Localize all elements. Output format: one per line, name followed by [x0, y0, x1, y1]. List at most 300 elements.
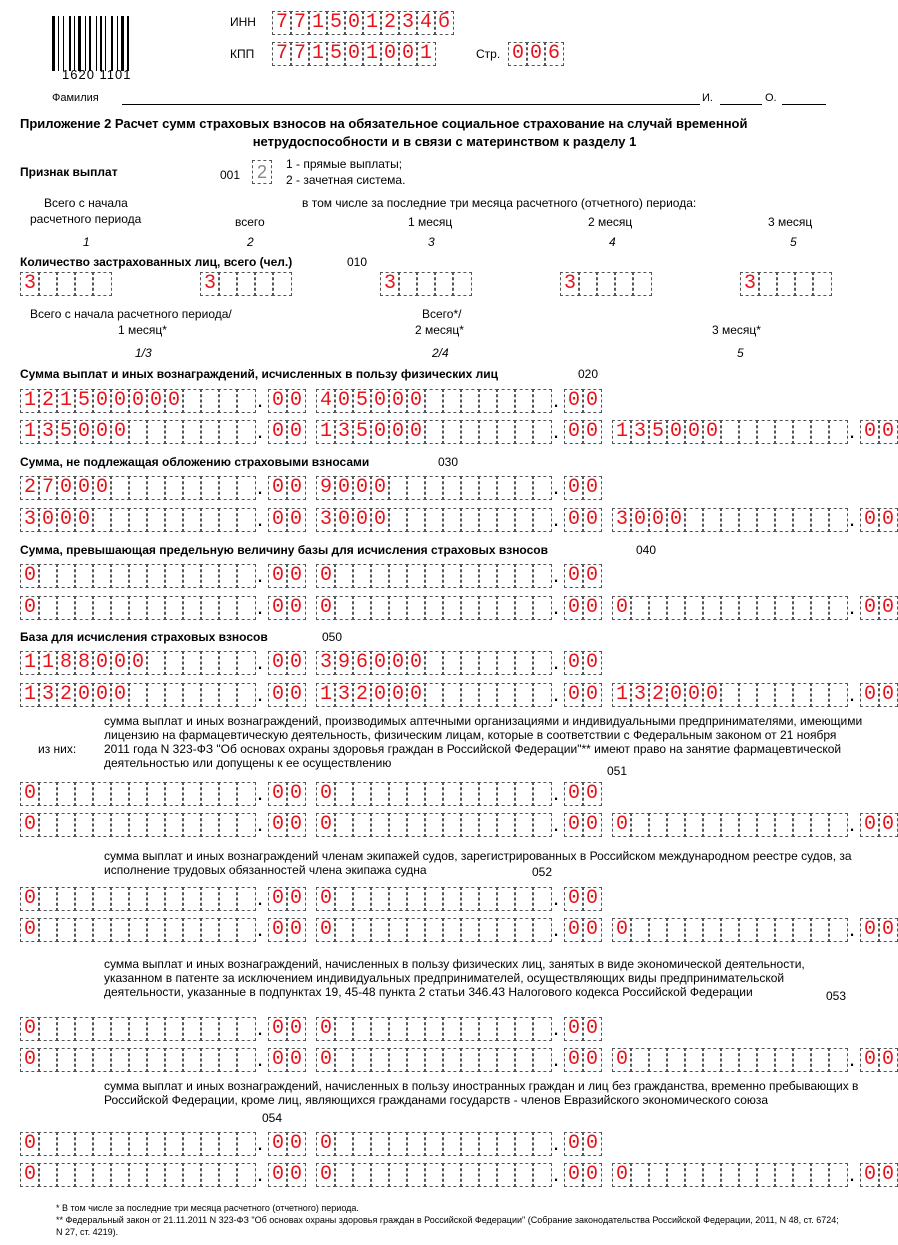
digit-cell — [218, 887, 238, 911]
digit-cell — [74, 918, 94, 942]
digit-cell — [370, 887, 390, 911]
digit-cell — [146, 651, 166, 675]
digit-cell: 0 — [316, 782, 336, 806]
subsection-051-last3-field[interactable] — [316, 782, 600, 806]
digit-cell: 0 — [406, 420, 426, 444]
digit-cell — [110, 1132, 130, 1156]
digit-cell: 0 — [564, 813, 584, 837]
subsection-051-month3-field[interactable] — [612, 813, 896, 837]
col-month1: 1 месяц — [408, 215, 453, 229]
digit-cell — [478, 389, 498, 413]
digit-cell — [182, 1163, 202, 1187]
digit-cell — [38, 1163, 58, 1187]
col-since-start-line2: расчетного периода — [30, 212, 142, 226]
digit-cell: 1 — [20, 389, 40, 413]
digit-cell — [532, 596, 552, 620]
digit-cell — [388, 918, 408, 942]
digit-cell — [92, 1048, 112, 1072]
subsection-054-month3-field[interactable] — [612, 1163, 896, 1187]
digit-cell: 0 — [268, 508, 288, 532]
form-title-line2: нетрудоспособности и в связи с материнством к разделу 1 — [252, 134, 637, 149]
digit-cell: 1 — [316, 420, 336, 444]
digit-cell — [182, 1017, 202, 1041]
digit-cell — [424, 508, 444, 532]
digit-cell — [630, 1163, 650, 1187]
digit-cell: 0 — [702, 420, 722, 444]
digit-cell — [110, 564, 130, 588]
subsection-053-month3-field[interactable] — [612, 1048, 896, 1072]
digit-cell — [774, 596, 794, 620]
digit-cell — [406, 1017, 426, 1041]
digit-cell — [478, 508, 498, 532]
digit-cell: 0 — [878, 420, 898, 444]
digit-cell — [442, 651, 462, 675]
digit-cell — [74, 1163, 94, 1187]
digit-cell — [792, 683, 812, 707]
digit-cell — [460, 1163, 480, 1187]
digit-cell: 1 — [38, 651, 58, 675]
digit-cell — [442, 508, 462, 532]
digit-cell: 0 — [20, 596, 40, 620]
digit-cell — [56, 813, 76, 837]
section-020-label: Сумма выплат и иных вознаграждений, исчисленных в пользу физических лиц — [20, 367, 498, 381]
digit-cell — [164, 1163, 184, 1187]
digit-cell — [236, 813, 256, 837]
digit-cell — [92, 887, 112, 911]
digit-cell — [758, 272, 778, 296]
digit-cell: 0 — [388, 683, 408, 707]
decimal-point: . — [256, 649, 264, 674]
digit-cell — [110, 782, 130, 806]
digit-cell — [146, 508, 166, 532]
digit-cell — [370, 1163, 390, 1187]
surname-line[interactable] — [122, 104, 700, 105]
section-040-total-field[interactable] — [20, 564, 304, 588]
digit-cell: 0 — [564, 389, 584, 413]
section-040-label: Сумма, превышающая предельную величину базы для исчисления страховых взносов — [20, 543, 548, 557]
initial-o-label: О. — [765, 92, 777, 104]
digit-cell — [424, 683, 444, 707]
digit-cell — [146, 1048, 166, 1072]
digit-cell — [684, 918, 704, 942]
digit-cell: 0 — [582, 683, 602, 707]
digit-cell: 0 — [286, 1132, 306, 1156]
section-050-last3-field[interactable] — [316, 651, 600, 675]
digit-cell: 0 — [582, 476, 602, 500]
form-title-line1: Приложение 2 Расчет сумм страховых взносов на обязательное социальное страхование на случай временной — [20, 116, 748, 131]
digit-cell — [828, 813, 848, 837]
digit-cell — [128, 683, 148, 707]
digit-cell — [236, 1132, 256, 1156]
subsection-054-month2-field[interactable] — [316, 1163, 600, 1187]
decimal-point: . — [848, 1046, 856, 1071]
digit-cell — [352, 782, 372, 806]
digit-cell: 7 — [272, 42, 292, 66]
digit-cell: 0 — [612, 1048, 632, 1072]
digit-cell: 9 — [334, 651, 354, 675]
digit-cell: 8 — [56, 651, 76, 675]
digit-cell — [792, 1163, 812, 1187]
section-020-month3-field[interactable] — [612, 420, 896, 444]
digit-cell: 0 — [286, 508, 306, 532]
col-number-4: 4 — [609, 235, 616, 249]
digit-cell: 0 — [564, 1132, 584, 1156]
digit-cell: 0 — [268, 1017, 288, 1041]
digit-cell — [614, 272, 634, 296]
payment-sign-label: Признак выплат — [20, 165, 118, 179]
decimal-point: . — [256, 387, 264, 412]
digit-cell — [478, 782, 498, 806]
subsection-052-month1-field[interactable] — [20, 918, 304, 942]
digit-cell — [370, 1048, 390, 1072]
digit-cell — [774, 508, 794, 532]
digit-cell — [182, 683, 202, 707]
section-050-total-field[interactable] — [20, 651, 304, 675]
digit-cell: 1 — [362, 11, 382, 35]
digit-cell: 0 — [648, 508, 668, 532]
payment-sign-code: 001 — [220, 168, 241, 182]
digit-cell — [128, 887, 148, 911]
digit-cell: 8 — [74, 651, 94, 675]
digit-cell — [388, 782, 408, 806]
digit-cell — [56, 1132, 76, 1156]
subsection-054-last3-field[interactable] — [316, 1132, 600, 1156]
digit-cell — [128, 918, 148, 942]
digit-cell — [406, 596, 426, 620]
digit-cell — [424, 1163, 444, 1187]
digit-cell: 0 — [526, 42, 546, 66]
digit-cell — [182, 508, 202, 532]
subsection-053-total-field[interactable] — [20, 1017, 304, 1041]
digit-cell: 0 — [860, 1163, 880, 1187]
digit-cell: 0 — [20, 782, 40, 806]
decimal-point: . — [256, 1046, 264, 1071]
digit-cell: 0 — [860, 420, 880, 444]
digit-cell: 0 — [268, 651, 288, 675]
section-020-total-field[interactable] — [20, 389, 304, 413]
digit-cell: 0 — [110, 389, 130, 413]
subsection-051-code: 051 — [607, 764, 628, 778]
section-030-label: Сумма, не подлежащая обложению страховыми взносами — [20, 455, 370, 469]
digit-cell — [496, 918, 516, 942]
digit-cell — [334, 918, 354, 942]
digit-cell: 0 — [582, 420, 602, 444]
digit-cell — [370, 1017, 390, 1041]
digit-cell: 0 — [860, 683, 880, 707]
subsection-053-month2-field[interactable] — [316, 1048, 600, 1072]
section-040-month3-field[interactable] — [612, 596, 896, 620]
digit-cell — [738, 508, 758, 532]
digit-cell — [630, 918, 650, 942]
digit-cell — [478, 1017, 498, 1041]
digit-cell — [38, 272, 58, 296]
digit-cell: 1 — [308, 42, 328, 66]
digit-cell — [146, 887, 166, 911]
digit-cell — [74, 813, 94, 837]
decimal-point: . — [552, 506, 560, 531]
digit-cell — [514, 1048, 534, 1072]
digit-cell — [514, 420, 534, 444]
digit-cell — [442, 887, 462, 911]
digit-cell — [218, 1163, 238, 1187]
digit-cell — [756, 508, 776, 532]
digit-cell: 0 — [334, 508, 354, 532]
digit-cell: 0 — [110, 683, 130, 707]
digit-cell: 0 — [860, 813, 880, 837]
digit-cell — [774, 1163, 794, 1187]
digit-cell: 0 — [684, 420, 704, 444]
digit-cell — [424, 564, 444, 588]
digit-cell: 0 — [164, 389, 184, 413]
digit-cell: 0 — [56, 476, 76, 500]
digit-cell — [442, 564, 462, 588]
digit-cell — [720, 508, 740, 532]
digit-cell — [218, 420, 238, 444]
digit-cell — [648, 813, 668, 837]
initial-i-line[interactable] — [720, 104, 762, 105]
digit-cell — [218, 1048, 238, 1072]
section-030-month2-field[interactable] — [316, 508, 600, 532]
decimal-point: . — [552, 594, 560, 619]
digit-cell — [514, 596, 534, 620]
digit-cell — [406, 782, 426, 806]
digit-cell: 0 — [286, 683, 306, 707]
digit-cell — [632, 272, 652, 296]
col-total: всего — [235, 215, 265, 229]
digit-cell: 0 — [74, 683, 94, 707]
digit-cell — [164, 1017, 184, 1041]
digit-cell — [424, 476, 444, 500]
col2-number-2: 2/4 — [432, 346, 449, 360]
section-030-total-field[interactable] — [20, 476, 304, 500]
digit-cell: 0 — [398, 42, 418, 66]
digit-cell: 3 — [316, 651, 336, 675]
digit-cell — [92, 1017, 112, 1041]
digit-cell — [442, 1163, 462, 1187]
digit-cell: 0 — [286, 813, 306, 837]
digit-cell — [532, 887, 552, 911]
digit-cell — [810, 1048, 830, 1072]
digit-cell — [236, 1048, 256, 1072]
digit-cell: 0 — [564, 918, 584, 942]
digit-cell: 0 — [20, 564, 40, 588]
section-040-last3-field[interactable] — [316, 564, 600, 588]
subsection-052-month2-field[interactable] — [316, 918, 600, 942]
digit-cell — [424, 1017, 444, 1041]
digit-cell: 0 — [74, 476, 94, 500]
digit-cell — [442, 596, 462, 620]
section-050-month3-field[interactable] — [612, 683, 896, 707]
digit-cell — [792, 508, 812, 532]
digit-cell — [810, 508, 830, 532]
digit-cell: 5 — [56, 420, 76, 444]
digit-cell — [370, 596, 390, 620]
digit-cell — [532, 389, 552, 413]
decimal-point: . — [552, 649, 560, 674]
digit-cell: 0 — [344, 11, 364, 35]
digit-cell: 5 — [352, 420, 372, 444]
digit-cell — [810, 420, 830, 444]
inn-label: ИНН — [230, 15, 256, 29]
digit-cell — [792, 420, 812, 444]
digit-cell — [424, 782, 444, 806]
digit-cell — [794, 272, 814, 296]
digit-cell — [38, 596, 58, 620]
digit-cell — [532, 918, 552, 942]
digit-cell — [334, 564, 354, 588]
digit-cell — [720, 1048, 740, 1072]
digit-cell — [110, 918, 130, 942]
digit-cell — [720, 813, 740, 837]
section-020-last3-field[interactable] — [316, 389, 600, 413]
digit-cell: 0 — [268, 420, 288, 444]
payment-sign-option1: 1 - прямые выплаты; — [286, 157, 403, 171]
subsection-051-total-field[interactable] — [20, 782, 304, 806]
digit-cell — [648, 1163, 668, 1187]
digit-cell: 0 — [92, 476, 112, 500]
digit-cell — [334, 1017, 354, 1041]
digit-cell — [218, 1017, 238, 1041]
digit-cell — [460, 1048, 480, 1072]
digit-cell: 0 — [860, 596, 880, 620]
digit-cell: 0 — [110, 420, 130, 444]
digit-cell — [38, 1017, 58, 1041]
digit-cell: 0 — [20, 1163, 40, 1187]
digit-cell — [738, 813, 758, 837]
digit-cell — [496, 1163, 516, 1187]
digit-cell: 0 — [268, 564, 288, 588]
decimal-point: . — [552, 1161, 560, 1186]
digit-cell — [424, 651, 444, 675]
digit-cell: 0 — [286, 420, 306, 444]
digit-cell — [352, 1017, 372, 1041]
digit-cell — [810, 918, 830, 942]
digit-cell — [514, 683, 534, 707]
subsection-051-month1-field[interactable] — [20, 813, 304, 837]
digit-cell: 0 — [612, 1163, 632, 1187]
subsection-052-month3-field[interactable] — [612, 918, 896, 942]
digit-cell — [182, 782, 202, 806]
digit-cell — [460, 651, 480, 675]
digit-cell — [110, 1163, 130, 1187]
section-020-month2-field[interactable] — [316, 420, 600, 444]
digit-cell: 5 — [326, 11, 346, 35]
digit-cell — [416, 272, 436, 296]
digit-cell — [334, 813, 354, 837]
digit-cell: 0 — [268, 1048, 288, 1072]
digit-cell — [630, 813, 650, 837]
digit-cell — [792, 596, 812, 620]
subsection-052-last3-field[interactable] — [316, 887, 600, 911]
digit-cell — [110, 1017, 130, 1041]
section-030-last3-field[interactable] — [316, 476, 600, 500]
digit-cell — [702, 918, 722, 942]
digit-cell: 1 — [308, 11, 328, 35]
digit-cell — [38, 564, 58, 588]
digit-cell — [128, 1048, 148, 1072]
digit-cell: 0 — [666, 420, 686, 444]
barcode-number: 1620 1101 — [62, 67, 132, 82]
digit-cell — [406, 476, 426, 500]
digit-cell: 0 — [110, 651, 130, 675]
subsection-053-month1-field[interactable] — [20, 1048, 304, 1072]
digit-cell — [272, 272, 292, 296]
digit-cell — [478, 596, 498, 620]
section-050-month1-field[interactable] — [20, 683, 304, 707]
digit-cell — [146, 476, 166, 500]
subsection-052-total-field[interactable] — [20, 887, 304, 911]
subsection-053-code: 053 — [826, 989, 847, 1003]
digit-cell — [352, 1048, 372, 1072]
section-030-month3-field[interactable] — [612, 508, 896, 532]
digit-cell: 2 — [56, 683, 76, 707]
subsection-051-text: сумма выплат и иных вознаграждений, производимых аптечными организациями и индивидуальными предпринимателями, имеющими лицензию на фармацевтическую деятельность, физическим лицам, которые в соответствии с Федеральным законом от 21 ноября 2011 года N 323-ФЗ "Об основах охраны здоровья граждан в Российской Федерации"** имеют право на занятие фармацевтической деятельностью или допущены к ее осуществлению — [104, 714, 863, 770]
decimal-point: . — [256, 1130, 264, 1155]
digit-cell: 1 — [612, 683, 632, 707]
digit-cell: 0 — [128, 389, 148, 413]
digit-cell: 0 — [612, 813, 632, 837]
subsection-054-total-field[interactable] — [20, 1132, 304, 1156]
subsection-054-month1-field[interactable] — [20, 1163, 304, 1187]
digit-cell — [218, 1132, 238, 1156]
digit-cell: 0 — [666, 683, 686, 707]
digit-cell — [496, 782, 516, 806]
digit-cell — [218, 476, 238, 500]
digit-cell — [514, 813, 534, 837]
subsection-053-last3-field[interactable] — [316, 1017, 600, 1041]
section-030-month1-field[interactable] — [20, 508, 304, 532]
digit-cell — [182, 887, 202, 911]
digit-cell: 3 — [20, 508, 40, 532]
digit-cell: 0 — [268, 1163, 288, 1187]
digit-cell — [460, 420, 480, 444]
section-020-month1-field[interactable] — [20, 420, 304, 444]
subsection-051-month2-field[interactable] — [316, 813, 600, 837]
digit-cell — [666, 1163, 686, 1187]
digit-cell — [756, 683, 776, 707]
digit-cell: 0 — [316, 1163, 336, 1187]
digit-cell — [496, 1017, 516, 1041]
digit-cell: 0 — [564, 651, 584, 675]
digit-cell — [200, 1132, 220, 1156]
col-number-2: 2 — [247, 235, 254, 249]
digit-cell — [460, 918, 480, 942]
digit-cell — [164, 564, 184, 588]
decimal-point: . — [552, 1130, 560, 1155]
digit-cell — [182, 1048, 202, 1072]
digit-cell: 0 — [582, 508, 602, 532]
digit-cell — [352, 1163, 372, 1187]
digit-cell: 0 — [630, 508, 650, 532]
digit-cell — [218, 683, 238, 707]
section-040-month2-field[interactable] — [316, 596, 600, 620]
initial-o-line[interactable] — [782, 104, 826, 105]
digit-cell — [110, 596, 130, 620]
digit-cell — [388, 1017, 408, 1041]
digit-cell: 3 — [560, 272, 580, 296]
digit-cell — [774, 918, 794, 942]
digit-cell — [38, 1048, 58, 1072]
digit-cell — [164, 651, 184, 675]
section-050-month2-field[interactable] — [316, 683, 600, 707]
digit-cell — [702, 596, 722, 620]
section-040-month1-field[interactable] — [20, 596, 304, 620]
payment-sign-field[interactable]: 2 — [252, 160, 272, 184]
digit-cell — [56, 272, 76, 296]
digit-cell — [648, 596, 668, 620]
digit-cell: 0 — [582, 918, 602, 942]
digit-cell — [496, 813, 516, 837]
